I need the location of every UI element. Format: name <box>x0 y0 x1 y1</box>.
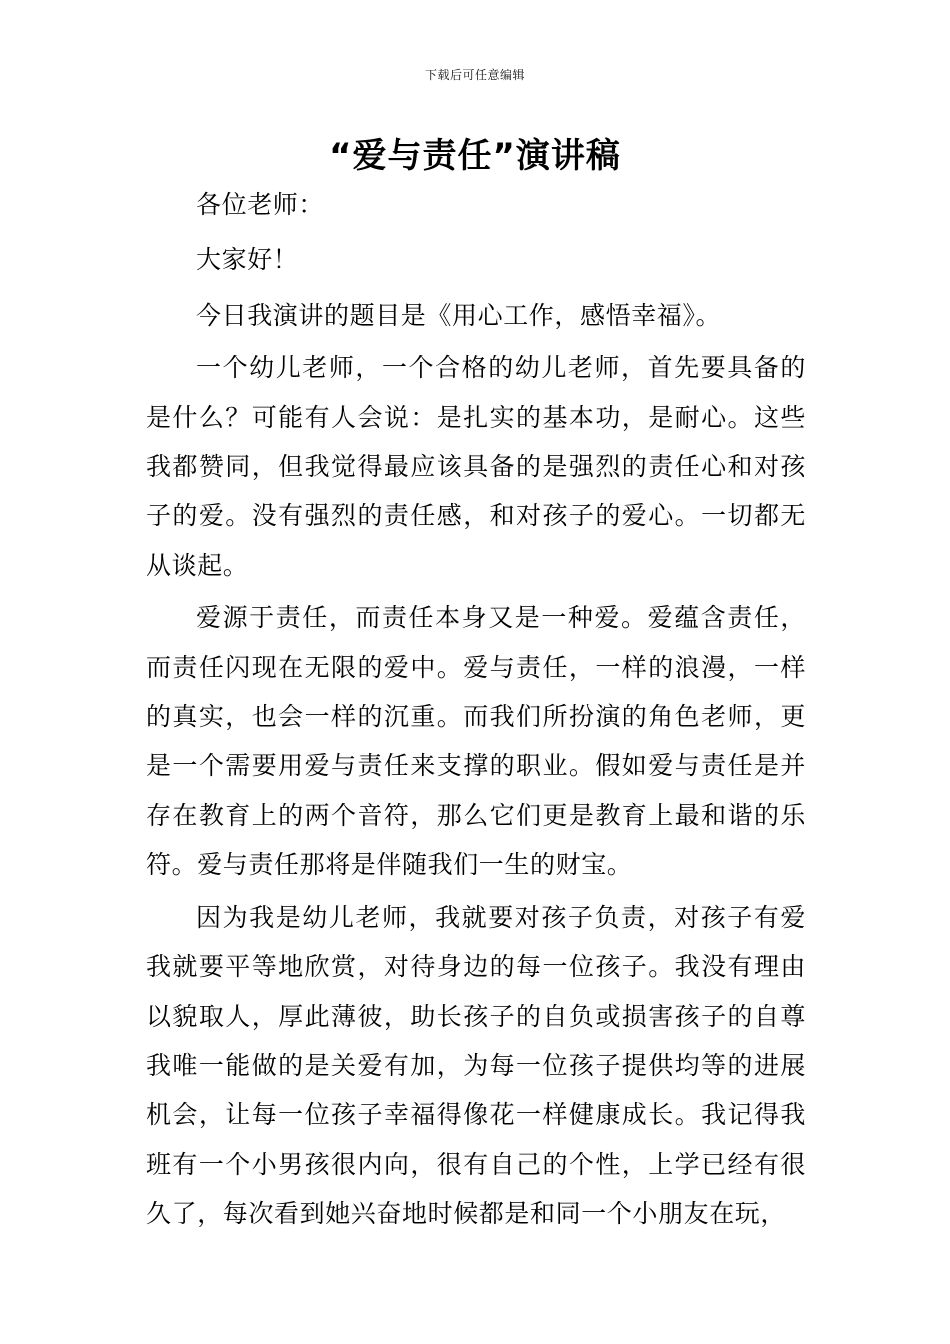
page-title: “爱与责任”演讲稿 <box>329 136 621 176</box>
header-note: 下载后可任意编辑 <box>424 68 525 82</box>
greeting: 大家好！ <box>196 245 299 275</box>
salutation: 各位老师： <box>196 190 325 219</box>
paragraph: 因为我是幼儿老师，我就要对孩子负责，对孩子有爱我就要平等地欣赏，对待身边的每一位孩子。我没有理由以貌取人，厚此薄彼，助长孩子的自负或损害孩子的自尊我唯一能做的是关爱有加，为每一位孩子提供均等的进展机会，让每一位孩子幸福得像花一样健康成长。我记得我班有一个小男孩很内向，很有自己的个性，上学已经有很久了，每次看到她兴奋地时候都是和同一个小朋友在玩， <box>146 902 806 1229</box>
document-body <box>146 180 806 1242</box>
paragraph: 一个幼儿老师，一个合格的幼儿老师，首先要具备的是什么？可能有人会说：是扎实的基本功，是耐心。这些我都赞同，但我觉得最应该具备的是强烈的责任心和对孩子的爱。没有强烈的责任感，和对孩子的爱心。一切都无从谈起。 <box>146 353 806 580</box>
paragraph: 今日我演讲的题目是《用心工作，感悟幸福》。 <box>196 300 722 330</box>
paragraph: 爱源于责任，而责任本身又是一种爱。爱蕴含责任，而责任闪现在无限的爱中。爱与责任，一样的浪漫，一样的真实，也会一样的沉重。而我们所扮演的角色老师，更是一个需要用爱与责任来支撑的职业。假如爱与责任是并存在教育上的两个音符，那么它们更是教育上最和谐的乐符。爱与责任那将是伴随我们一生的财宝。 <box>146 603 806 880</box>
